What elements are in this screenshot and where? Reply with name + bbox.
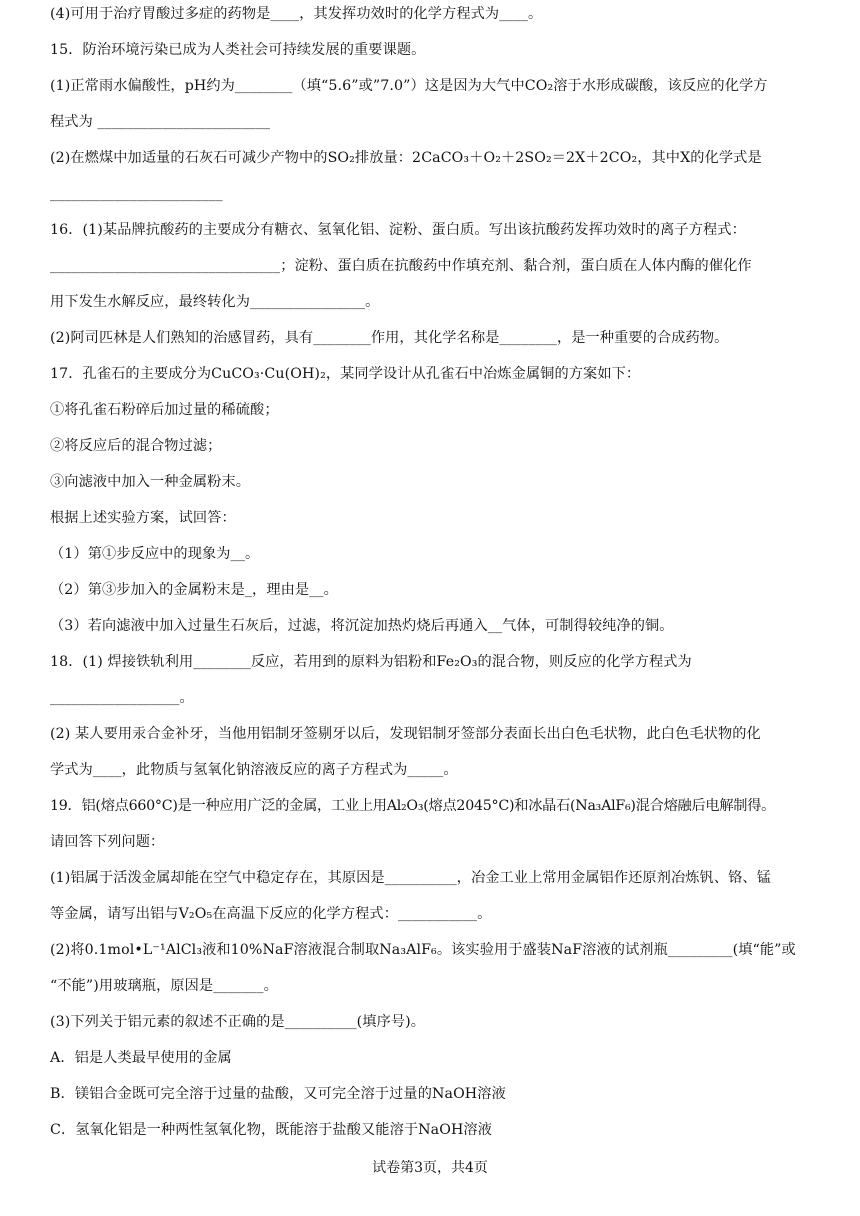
question-17-step-3: ③向滤液中加入一种金属粉末。 bbox=[50, 474, 251, 490]
question-18-part-2-line-2: 学式为____，此物质与氢氧化钠溶液反应的离子方程式为_____。 bbox=[50, 762, 458, 778]
question-19-part-2-line-2: “不能”)用玻璃瓶，原因是_______。 bbox=[50, 978, 278, 994]
question-19-prompt: 请回答下列问题： bbox=[50, 834, 165, 850]
option-b: B．镁铝合金既可完全溶于过量的盐酸，又可完全溶于过量的NaOH溶液 bbox=[50, 1086, 506, 1102]
question-17-step-1: ①将孔雀石粉碎后加过量的稀硫酸； bbox=[50, 402, 279, 418]
question-18-part-1-line-2: __________________。 bbox=[50, 690, 194, 706]
question-15-part-2-line-2: ________________________ bbox=[50, 186, 223, 202]
question-15-title: 15．防治环境污染已成为人类社会可持续发展的重要课题。 bbox=[50, 42, 426, 58]
page-footer: 试卷第3页，共4页 bbox=[372, 1160, 488, 1176]
question-15-part-1-line-1: (1)正常雨水偏酸性，pH约为________（填“5.6”或”7.0”）这是因为大气中CO₂溶于水形成碳酸，该反应的化学方 bbox=[50, 78, 768, 94]
question-17-sub-1: （1）第①步反应中的现象为__。 bbox=[50, 546, 260, 562]
question-15-part-2-line-1: (2)在燃煤中加适量的石灰石可减少产物中的SO₂排放量：2CaCO₃＋O₂＋2SO₂＝2X＋2CO₂，其中X的化学式是 bbox=[50, 150, 762, 166]
question-19-part-1-line-2: 等金属，请写出铝与V₂O₅在高温下反应的化学方程式：___________。 bbox=[50, 906, 492, 922]
question-15-part-1-line-2: 程式为 ________________________ bbox=[50, 114, 271, 130]
question-16-part-1-line-2: ________________________________；淀粉、蛋白质在抗酸药中作填充剂、黏合剂，蛋白质在人体内酶的催化作 bbox=[50, 258, 752, 274]
question-17-prompt: 根据上述实验方案，试回答： bbox=[50, 510, 236, 526]
question-17-sub-3: （3）若向滤液中加入过量生石灰后，过滤，将沉淀加热灼烧后再通入__气体，可制得较纯净的铜。 bbox=[50, 618, 674, 634]
question-16-part-1-line-1: 16．(1)某品牌抗酸药的主要成分有糖衣、氢氧化铝、淀粉、蛋白质。写出该抗酸药发挥功效时的离子方程式： bbox=[50, 222, 746, 238]
question-19-part-3: (3)下列关于铝元素的叙述不正确的是__________(填序号)。 bbox=[50, 1014, 426, 1030]
question-19-part-2-line-1: (2)将0.1mol•L⁻¹AlCl₃液和10%NaF溶液混合制取Na₃AlF₆。该实验用于盛装NaF溶液的试剂瓶_________(填“能”或 bbox=[50, 942, 796, 958]
question-16-part-2: (2)阿司匹林是人们熟知的治感冒药，具有________作用，其化学名称是________，是一种重要的合成药物。 bbox=[50, 330, 729, 346]
question-18-part-1-line-1: 18．(1) 焊接铁轨利用________反应，若用到的原料为铝粉和Fe₂O₃的混合物，则反应的化学方程式为 bbox=[50, 654, 692, 670]
question-14-part-4: (4)可用于治疗胃酸过多症的药物是____，其发挥功效时的化学方程式为____。 bbox=[50, 6, 543, 22]
question-17-sub-2: （2）第③步加入的金属粉末是_，理由是__。 bbox=[50, 582, 338, 598]
question-16-part-1-line-3: 用下发生水解反应，最终转化为________________。 bbox=[50, 294, 380, 310]
option-c: C．氢氧化铝是一种两性氢氧化物，既能溶于盐酸又能溶于NaOH溶液 bbox=[50, 1122, 492, 1138]
question-19-title: 19．铝(熔点660°C)是一种应用广泛的金属，工业上用Al₂O₃(熔点2045°C)和冰晶石(Na₃AlF₆)混合熔融后电解制得。 bbox=[50, 798, 776, 814]
question-19-part-1-line-1: (1)铝属于活泼金属却能在空气中稳定存在，其原因是__________，冶金工业上常用金属铝作还原剂冶炼钒、铬、锰 bbox=[50, 870, 771, 886]
question-17-step-2: ②将反应后的混合物过滤； bbox=[50, 438, 222, 454]
option-a: A．铝是人类最早使用的金属 bbox=[50, 1050, 232, 1066]
question-17-title: 17．孔雀石的主要成分为CuCO₃·Cu(OH)₂，某同学设计从孔雀石中冶炼金属铜的方案如下： bbox=[50, 366, 641, 382]
question-18-part-2-line-1: (2) 某人要用汞合金补牙，当他用铝制牙签剔牙以后，发现铝制牙签部分表面长出白色毛状物，此白色毛状物的化 bbox=[50, 726, 761, 742]
